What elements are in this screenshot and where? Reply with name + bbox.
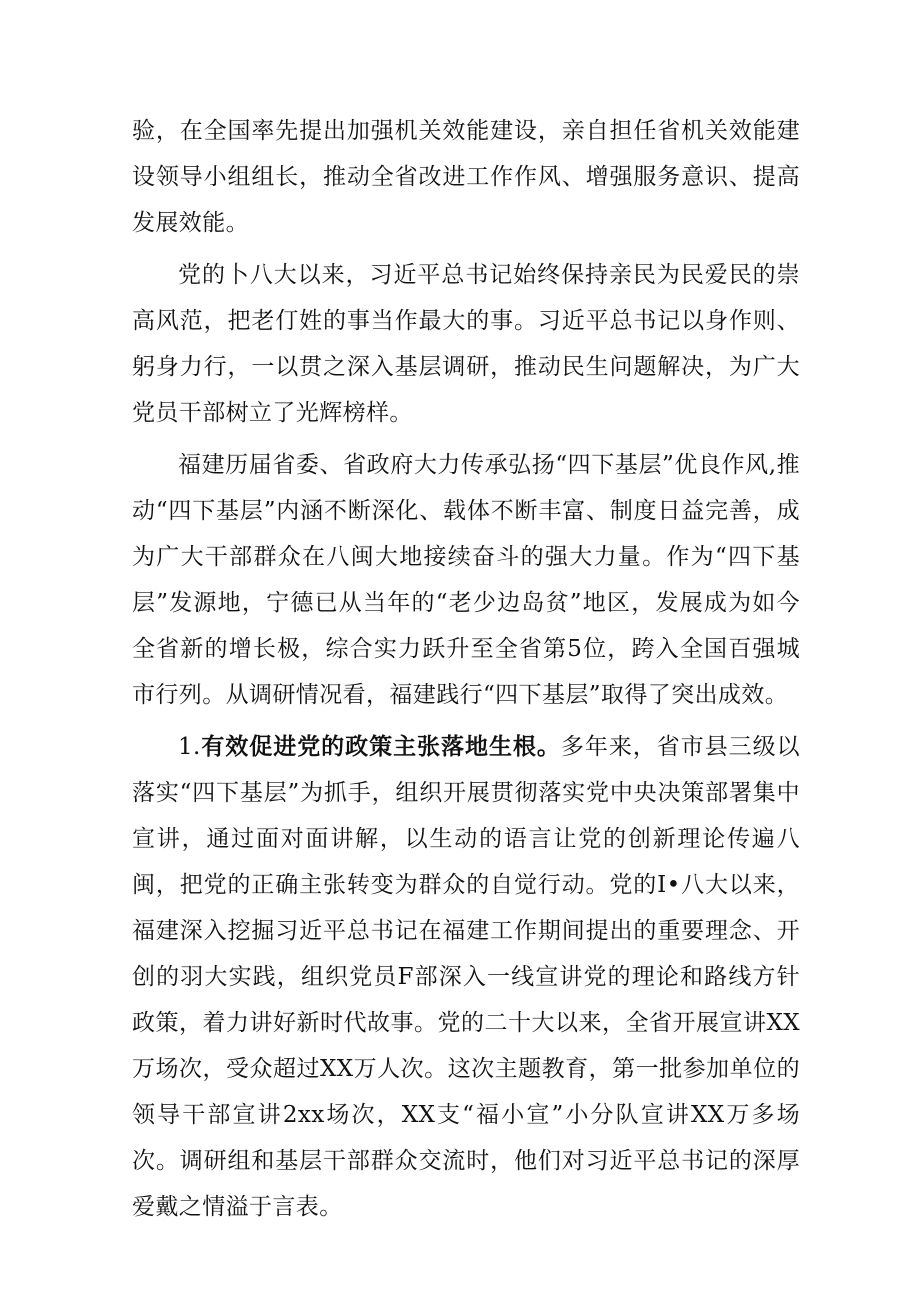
- paragraph-fujian-achievements: [132, 442, 800, 718]
- paragraph-text: 党的卜八大以来，习近平总书记始终保持亲民为民爱民的崇高风范，把老仃姓的事当作最大的事。习近平总书记以身作则、躬身力行，一以贯之深入基层调研，推动民生问题解决，为广大党员干部树立了光辉榜样。: [132, 262, 800, 426]
- paragraph-text: 福建历届省委、省政府大力传承弘扬“四下基层”优良作风,推动“四下基层”内涵不断深化、载体不断丰富、制度日益完善，成为广大干部群众在八闽大地接续奋斗的强大力量。作为“四下基层”发源地，宁德已从当年的“老少边岛贫”地区，发展成为如今全省新的增长极，综合实力跃升至全省第5位，跨入全国百强城市行列。从调研情况看，福建践行“四下基层”取得了突出成效。: [132, 452, 800, 708]
- paragraph-continuation: [132, 108, 800, 246]
- paragraph-leadership-example: [132, 252, 800, 436]
- paragraph-text: 多年来，省市县三级以落实“四下基层”为抓手，组织开展贯彻落实党中央决策部署集中宣讲，通过面对面讲解，以生动的语言让党的创新理论传遍八闽，把党的正确主张转变为群众的自觉行动。党的I•八大以来，福建深入挖掘习近平总书记在福建工作期间提出的重要理念、开创的羽大实践，组织党员F部深入一线宣讲党的理论和路线方针政策，着力讲好新时代故事。党的二十大以来，全省开展宣讲XX万场次，受众超过XX万人次。这次主题教育，第一批参加单位的领导干部宣讲2xx场次，XX支“福小宣”小分队宣讲XX万多场次。调研组和基层干部群众交流时，他们对习近平总书记的深厚爱戴之情溢于言表。: [132, 734, 801, 1220]
- document-body: [132, 108, 800, 1230]
- section-heading: 有效促进党的政策主张落地生根。: [200, 733, 561, 760]
- section-number: 1.: [178, 734, 201, 760]
- paragraph-text: 验，在全国率先提出加强机关效能建设，亲自担任省机关效能建设领导小组组长，推动全省改进工作作风、增强服务意识、提高发展效能。: [132, 118, 800, 236]
- paragraph-section-1: [132, 724, 800, 1230]
